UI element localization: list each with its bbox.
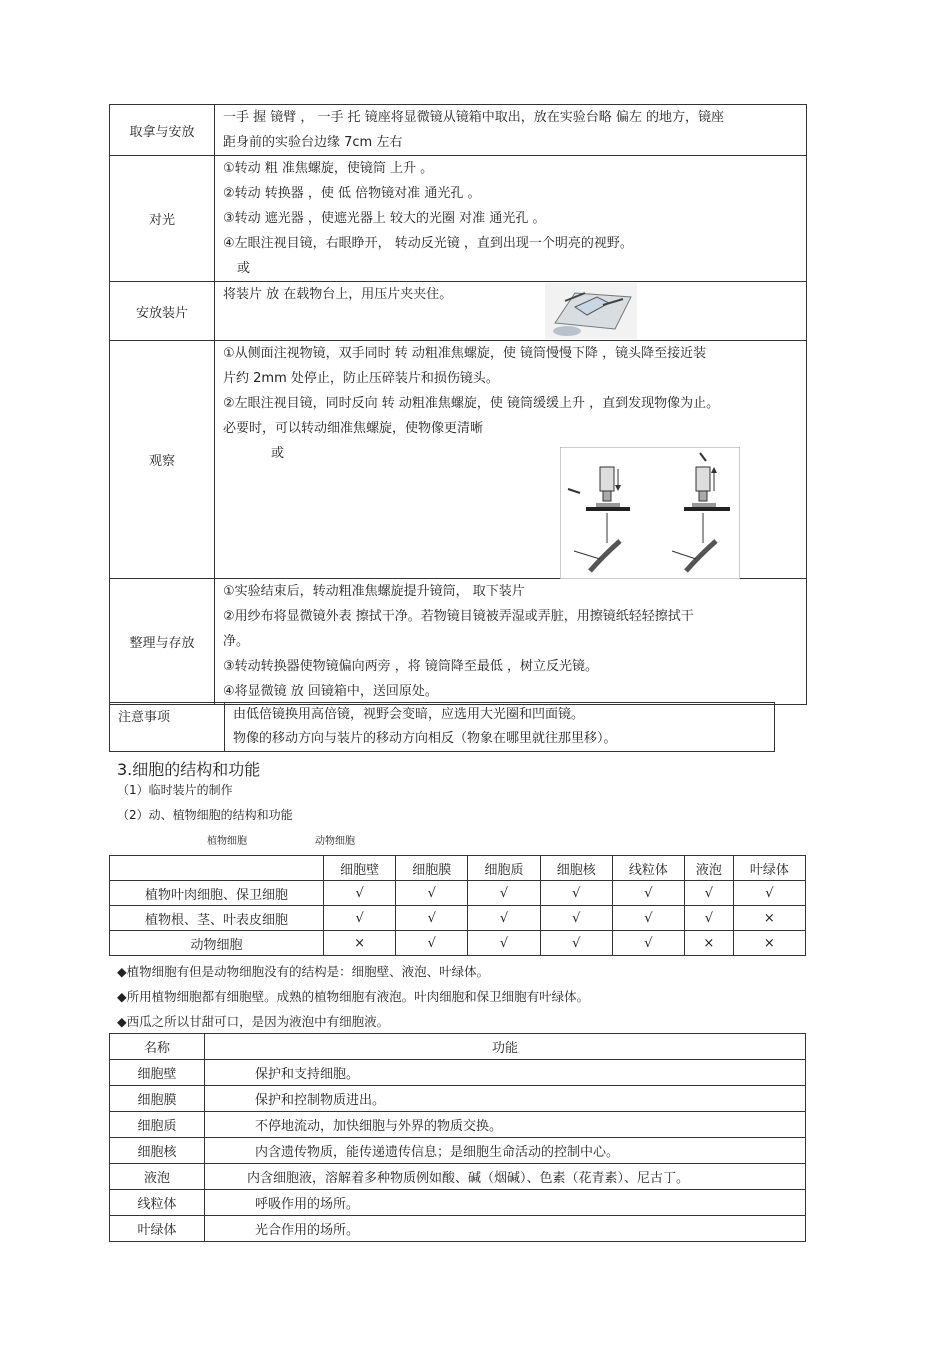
- procedure-row: [110, 282, 807, 341]
- table-cell: ×: [685, 931, 734, 956]
- figure-caption: 动物细胞: [315, 836, 355, 847]
- table-row: [110, 1190, 806, 1216]
- procedure-row: [110, 105, 807, 156]
- table-header-cell: 功能: [205, 1034, 806, 1060]
- bullet-point: ◆西瓜之所以甘甜可口，是因为液泡中有细胞液。: [117, 1014, 390, 1029]
- table-cell: √: [324, 906, 396, 931]
- step-line: 净。: [223, 634, 250, 649]
- step-line: ②转动 转换器 ，使 低 倍物镜对准 通光孔 。: [223, 186, 481, 201]
- step-line: 或: [271, 446, 285, 461]
- table-header-cell: 细胞质: [468, 856, 540, 881]
- table-row: [110, 881, 806, 906]
- notes-content: [225, 703, 775, 752]
- table-header-cell: 细胞壁: [324, 856, 396, 881]
- step-name: 安放装片: [110, 282, 215, 341]
- figure-caption: 植物细胞: [207, 836, 247, 847]
- table-row: [110, 1216, 806, 1242]
- structure-function: 内含遗传物质，能传递遗传信息；是细胞生命活动的控制中心。: [205, 1138, 806, 1164]
- table-header-cell: 叶绿体: [733, 856, 805, 881]
- procedure-row: [110, 341, 807, 579]
- structure-function: 不停地流动，加快细胞与外界的物质交换。: [205, 1112, 806, 1138]
- notes-label: 注意事项: [110, 703, 225, 752]
- table-cell: √: [468, 906, 540, 931]
- table-cell: √: [324, 881, 396, 906]
- table-header-cell: 线粒体: [612, 856, 684, 881]
- table-cell: √: [685, 881, 734, 906]
- row-label: 动物细胞: [110, 931, 324, 956]
- table-cell: √: [468, 931, 540, 956]
- structure-function: 保护和支持细胞。: [205, 1060, 806, 1086]
- step-line: 距身前的实验台边缘 7cm 左右: [223, 135, 403, 150]
- cell-structure-table: [109, 855, 806, 956]
- table-header-cell: 液泡: [685, 856, 734, 881]
- step-line: ①转动 粗 准焦螺旋，使镜筒 上升 。: [223, 161, 434, 176]
- structure-name: 叶绿体: [110, 1216, 205, 1242]
- step-line: ④将显微镜 放 回镜箱中，送回原处。: [223, 684, 438, 699]
- step-line: 一手 握 镜臂 ， 一手 托 镜座将显微镜从镜箱中取出，放在实验台略 偏左 的地方，镜座: [223, 110, 725, 125]
- step-content: [215, 156, 807, 282]
- section-title: 3.细胞的结构和功能: [117, 760, 261, 779]
- table-header-cell: 名称: [110, 1034, 205, 1060]
- bullet-point: ◆植物细胞有但是动物细胞没有的结构是：细胞壁、液泡、叶绿体。: [117, 964, 490, 979]
- table-header-cell: 细胞膜: [396, 856, 468, 881]
- subsection-title: （1）临时装片的制作: [117, 783, 233, 797]
- structure-function: 呼吸作用的场所。: [205, 1190, 806, 1216]
- table-header-cell: 细胞核: [540, 856, 612, 881]
- table-cell: √: [612, 906, 684, 931]
- step-line: ③转动转换器使物镜偏向两旁 ，将 镜筒降至最低 ，树立反光镜。: [223, 659, 599, 674]
- step-line: ②左眼注视目镜，同时反向 转 动粗准焦螺旋，使 镜筒缓缓上升 ，直到发现物像为止。: [223, 396, 720, 411]
- structure-name: 细胞膜: [110, 1086, 205, 1112]
- step-line: ①从侧面注视物镜，双手同时 转 动粗准焦螺旋，使 镜筒慢慢下降 ，镜头降至接近装: [223, 346, 707, 361]
- table-cell: ×: [733, 906, 805, 931]
- table-cell: ×: [324, 931, 396, 956]
- table-row: [110, 1164, 806, 1190]
- table-cell: √: [396, 881, 468, 906]
- table-cell: √: [733, 881, 805, 906]
- procedure-row: [110, 156, 807, 282]
- procedure-table: [109, 104, 807, 705]
- notes-table: [109, 702, 775, 752]
- notes-line: 物像的移动方向与装片的移动方向相反（物象在哪里就往那里移）。: [233, 731, 617, 746]
- notes-row: [110, 703, 775, 752]
- step-name: 对光: [110, 156, 215, 282]
- step-line: 将装片 放 在载物台上，用压片夹夹住。: [223, 287, 453, 302]
- table-cell: √: [396, 931, 468, 956]
- table-cell: √: [685, 906, 734, 931]
- table-row: [110, 931, 806, 956]
- table-cell: √: [540, 931, 612, 956]
- table-row: [110, 1060, 806, 1086]
- table-row: [110, 1138, 806, 1164]
- focusing-diagram: [560, 447, 740, 579]
- step-content: [215, 579, 807, 705]
- step-name: 观察: [110, 341, 215, 579]
- table-cell: √: [468, 881, 540, 906]
- step-content: [215, 282, 807, 341]
- structure-function: 内含细胞液，溶解着多种物质例如酸、碱（烟碱）、色素（花青素）、尼古丁。: [205, 1164, 806, 1190]
- structure-name: 细胞核: [110, 1138, 205, 1164]
- bullet-point: ◆所用植物细胞都有细胞壁。成熟的植物细胞有液泡。叶肉细胞和保卫细胞有叶绿体。: [117, 989, 590, 1004]
- table-header-cell: [110, 856, 324, 881]
- structure-name: 细胞壁: [110, 1060, 205, 1086]
- step-line: 或: [237, 261, 251, 276]
- row-label: 植物根、茎、叶表皮细胞: [110, 906, 324, 931]
- step-line: ③转动 遮光器 ，使遮光器上 较大的光圈 对准 通光孔 。: [223, 211, 546, 226]
- step-name: 整理与存放: [110, 579, 215, 705]
- table-cell: √: [612, 881, 684, 906]
- function-table: [109, 1033, 806, 1242]
- procedure-row: [110, 579, 807, 705]
- table-header-row: [110, 1034, 806, 1060]
- table-row: [110, 906, 806, 931]
- table-cell: √: [612, 931, 684, 956]
- step-line: 必要时，可以转动细准焦螺旋，使物像更清晰: [223, 421, 484, 436]
- table-cell: ×: [733, 931, 805, 956]
- microscope-stage-image: [545, 283, 637, 339]
- table-cell: √: [540, 881, 612, 906]
- step-name: 取拿与安放: [110, 105, 215, 156]
- structure-function: 保护和控制物质进出。: [205, 1086, 806, 1112]
- structure-function: 光合作用的场所。: [205, 1216, 806, 1242]
- row-label: 植物叶肉细胞、保卫细胞: [110, 881, 324, 906]
- step-line: ①实验结束后，转动粗准焦螺旋提升镜筒， 取下装片: [223, 584, 525, 599]
- table-header-row: [110, 856, 806, 881]
- table-cell: √: [396, 906, 468, 931]
- structure-name: 液泡: [110, 1164, 205, 1190]
- notes-line: 由低倍镜换用高倍镜，视野会变暗，应选用大光圈和凹面镜。: [233, 707, 585, 722]
- structure-name: 线粒体: [110, 1190, 205, 1216]
- table-row: [110, 1112, 806, 1138]
- step-line: 片约 2mm 处停止，防止压碎装片和损伤镜头。: [223, 371, 499, 386]
- structure-name: 细胞质: [110, 1112, 205, 1138]
- step-line: ②用纱布将显微镜外表 擦拭干净。若物镜目镜被弄湿或弄脏，用擦镜纸轻轻擦拭干: [223, 609, 694, 624]
- step-content: [215, 341, 807, 579]
- step-content: [215, 105, 807, 156]
- step-line: ④左眼注视目镜，右眼睁开， 转动反光镜 ，直到出现一个明亮的视野。: [223, 236, 633, 251]
- table-cell: √: [540, 906, 612, 931]
- subsection-title: （2）动、植物细胞的结构和功能: [117, 808, 293, 822]
- table-row: [110, 1086, 806, 1112]
